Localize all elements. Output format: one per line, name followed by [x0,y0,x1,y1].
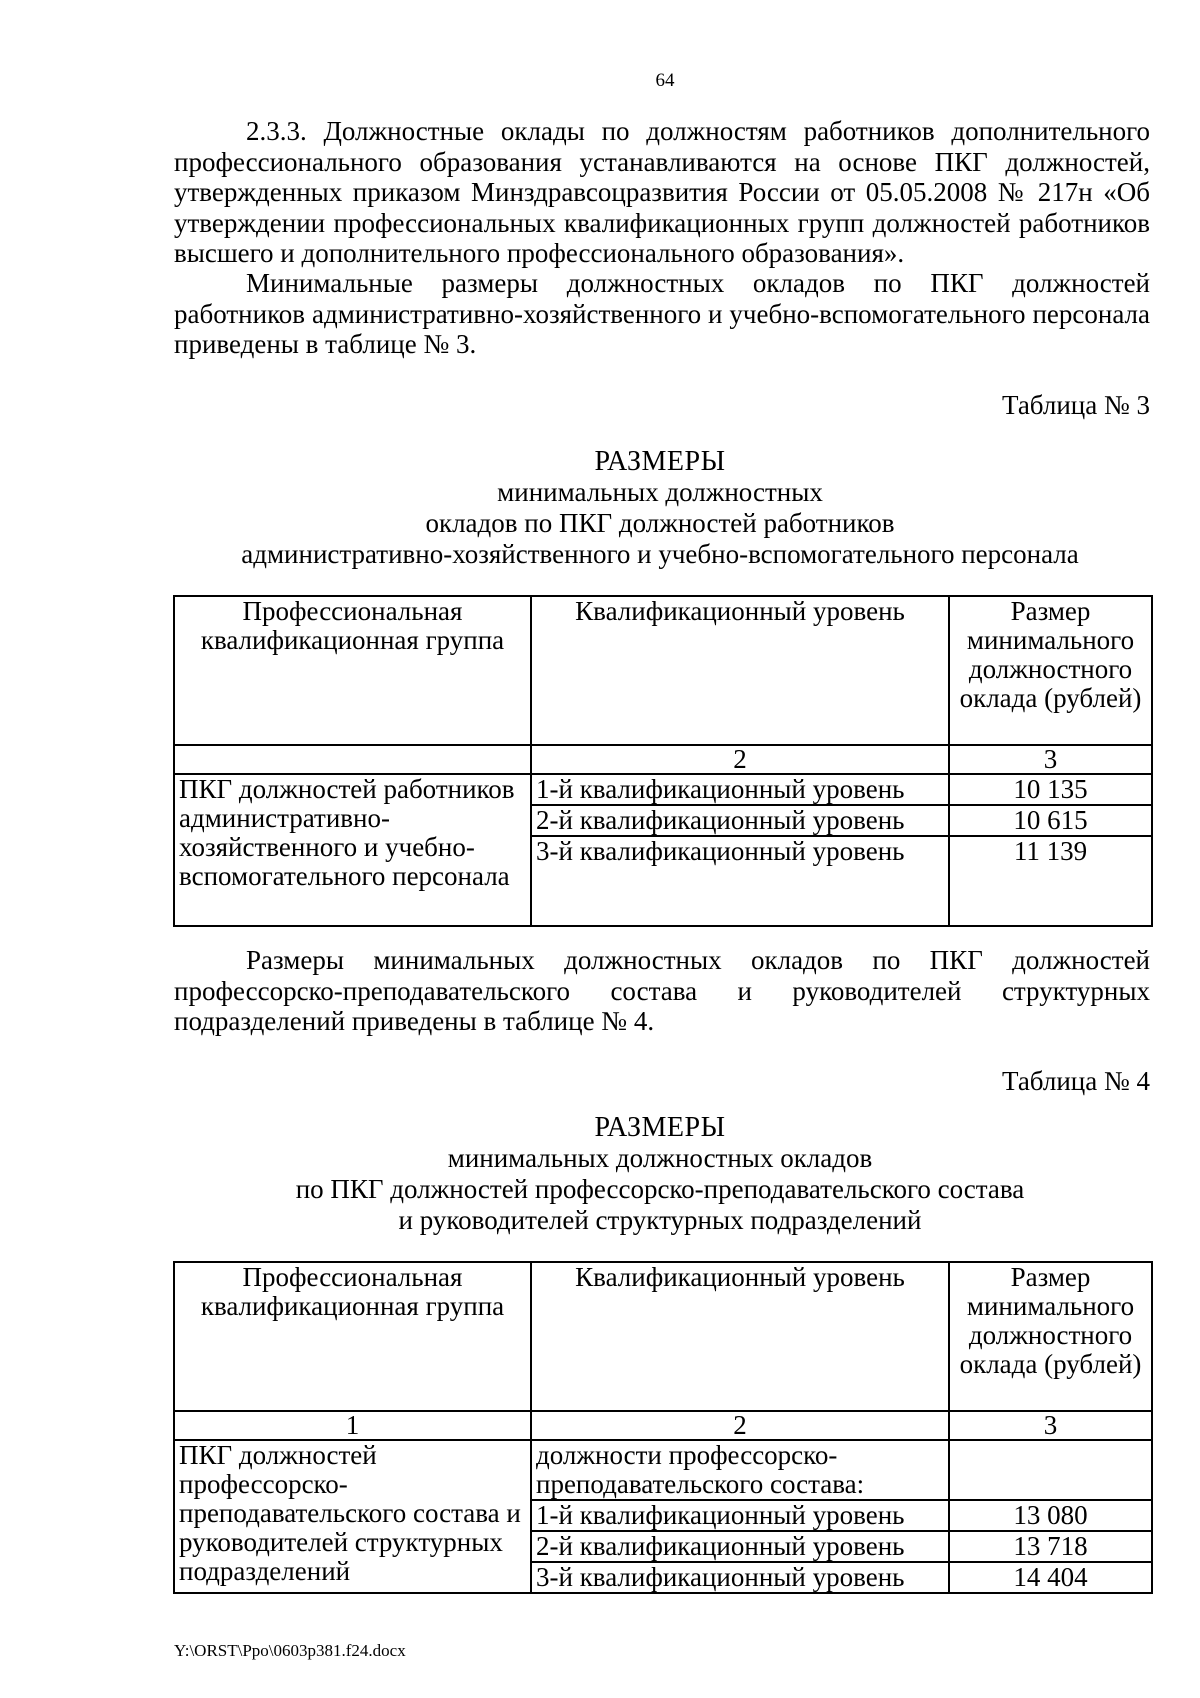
table4-col-number: 3 [949,1411,1152,1440]
table4-level: 3-й квалификационный уровень [531,1562,949,1593]
table4-header-level: Квалификационный уровень [531,1262,949,1411]
table4-header-row [174,1262,1152,1411]
table3-amount: 10 135 [949,774,1152,805]
table3-level: 3-й квалификационный уровень [531,836,949,926]
table3-level: 2-й квалификационный уровень [531,805,949,836]
table4-title-block [170,1112,1150,1236]
paragraph-table4-intro [174,945,1150,1037]
table3-header-group: Профессиональная квалификационная группа [174,596,531,745]
table4-section-label: должности профессорско-преподавательского состава: [531,1440,949,1500]
table3-title: РАЗМЕРЫ [594,446,726,477]
table4 [173,1261,1153,1594]
table4-header-group: Профессиональная квалификационная группа [174,1262,531,1411]
file-path-footer: Y:\ORST\Ppo\0603p381.f24.docx [174,1641,406,1660]
table4-level: 1-й квалификационный уровень [531,1500,949,1531]
table3-col-number: 3 [949,745,1152,774]
page-number: 64 [655,70,675,91]
table3-group-cell: ПКГ должностей работников административно-хозяйственного и учебно-вспомогательного персонала [174,774,531,926]
table3-amount: 10 615 [949,805,1152,836]
table4-subtitle-line2: по ПКГ должностей профессорско-преподавательского состава [295,1174,1025,1204]
paragraph-2-3-3 [174,116,1150,269]
table3-header-row [174,596,1152,745]
table4-group-cell: ПКГ должностей профессорско-преподавательского состава и руководителей структурных подразделений [174,1440,531,1593]
table4-number-row [174,1411,1152,1440]
table4-empty-amount [949,1440,1152,1500]
table3 [173,595,1153,927]
table4-amount: 14 404 [949,1562,1152,1593]
paragraph-text: Размеры минимальных должностных окладов по ПКГ должностей профессорско-преподавательского состава и руководителей структурных подразделений приведены в таблице № 4. [174,945,1150,1036]
paragraph-text: Минимальные размеры должностных окладов по ПКГ должностей работников административно-хозяйственного и учебно-вспомогательного персонала приведены в таблице № 3. [174,268,1150,359]
table3-col-number: 2 [531,745,949,774]
table3-subtitle-line2: окладов по ПКГ должностей работников [425,508,895,538]
table3-title-block [170,446,1150,570]
table4-amount: 13 080 [949,1500,1152,1531]
table3-level: 1-й квалификационный уровень [531,774,949,805]
table4-label: Таблица № 4 [1002,1066,1150,1096]
table-row [174,1440,1152,1500]
table3-header-level: Квалификационный уровень [531,596,949,745]
table4-col-number: 2 [531,1411,949,1440]
table3-col-number [174,745,531,774]
table3-subtitle-line1: минимальных должностных [497,477,823,507]
table3-label: Таблица № 3 [1002,390,1150,420]
paragraph-table3-intro [174,268,1150,360]
table4-title: РАЗМЕРЫ [594,1112,726,1143]
table-row [174,774,1152,805]
table3-number-row [174,745,1152,774]
table3-header-amount: Размер минимального должностного оклада (рублей) [949,596,1152,745]
table4-level: 2-й квалификационный уровень [531,1531,949,1562]
table4-subtitle-line3: и руководителей структурных подразделений [398,1205,922,1235]
table3-amount: 11 139 [949,836,1152,926]
table4-col-number: 1 [174,1411,531,1440]
table4-amount: 13 718 [949,1531,1152,1562]
table3-subtitle-line3: административно-хозяйственного и учебно-вспомогательного персонала [241,539,1079,569]
table4-subtitle-line1: минимальных должностных окладов [447,1143,873,1173]
table4-header-amount: Размер минимального должностного оклада (рублей) [949,1262,1152,1411]
paragraph-text: 2.3.3. Должностные оклады по должностям работников дополнительного профессионального образования устанавливаются на основе ПКГ должностей, утвержденных приказом Минздравсоцразвития России от 05.05.2008 № 217н «Об утверждении профессиональных квалификационных групп должностей работников высшего и дополнительного профессионального образования». [174,116,1150,268]
